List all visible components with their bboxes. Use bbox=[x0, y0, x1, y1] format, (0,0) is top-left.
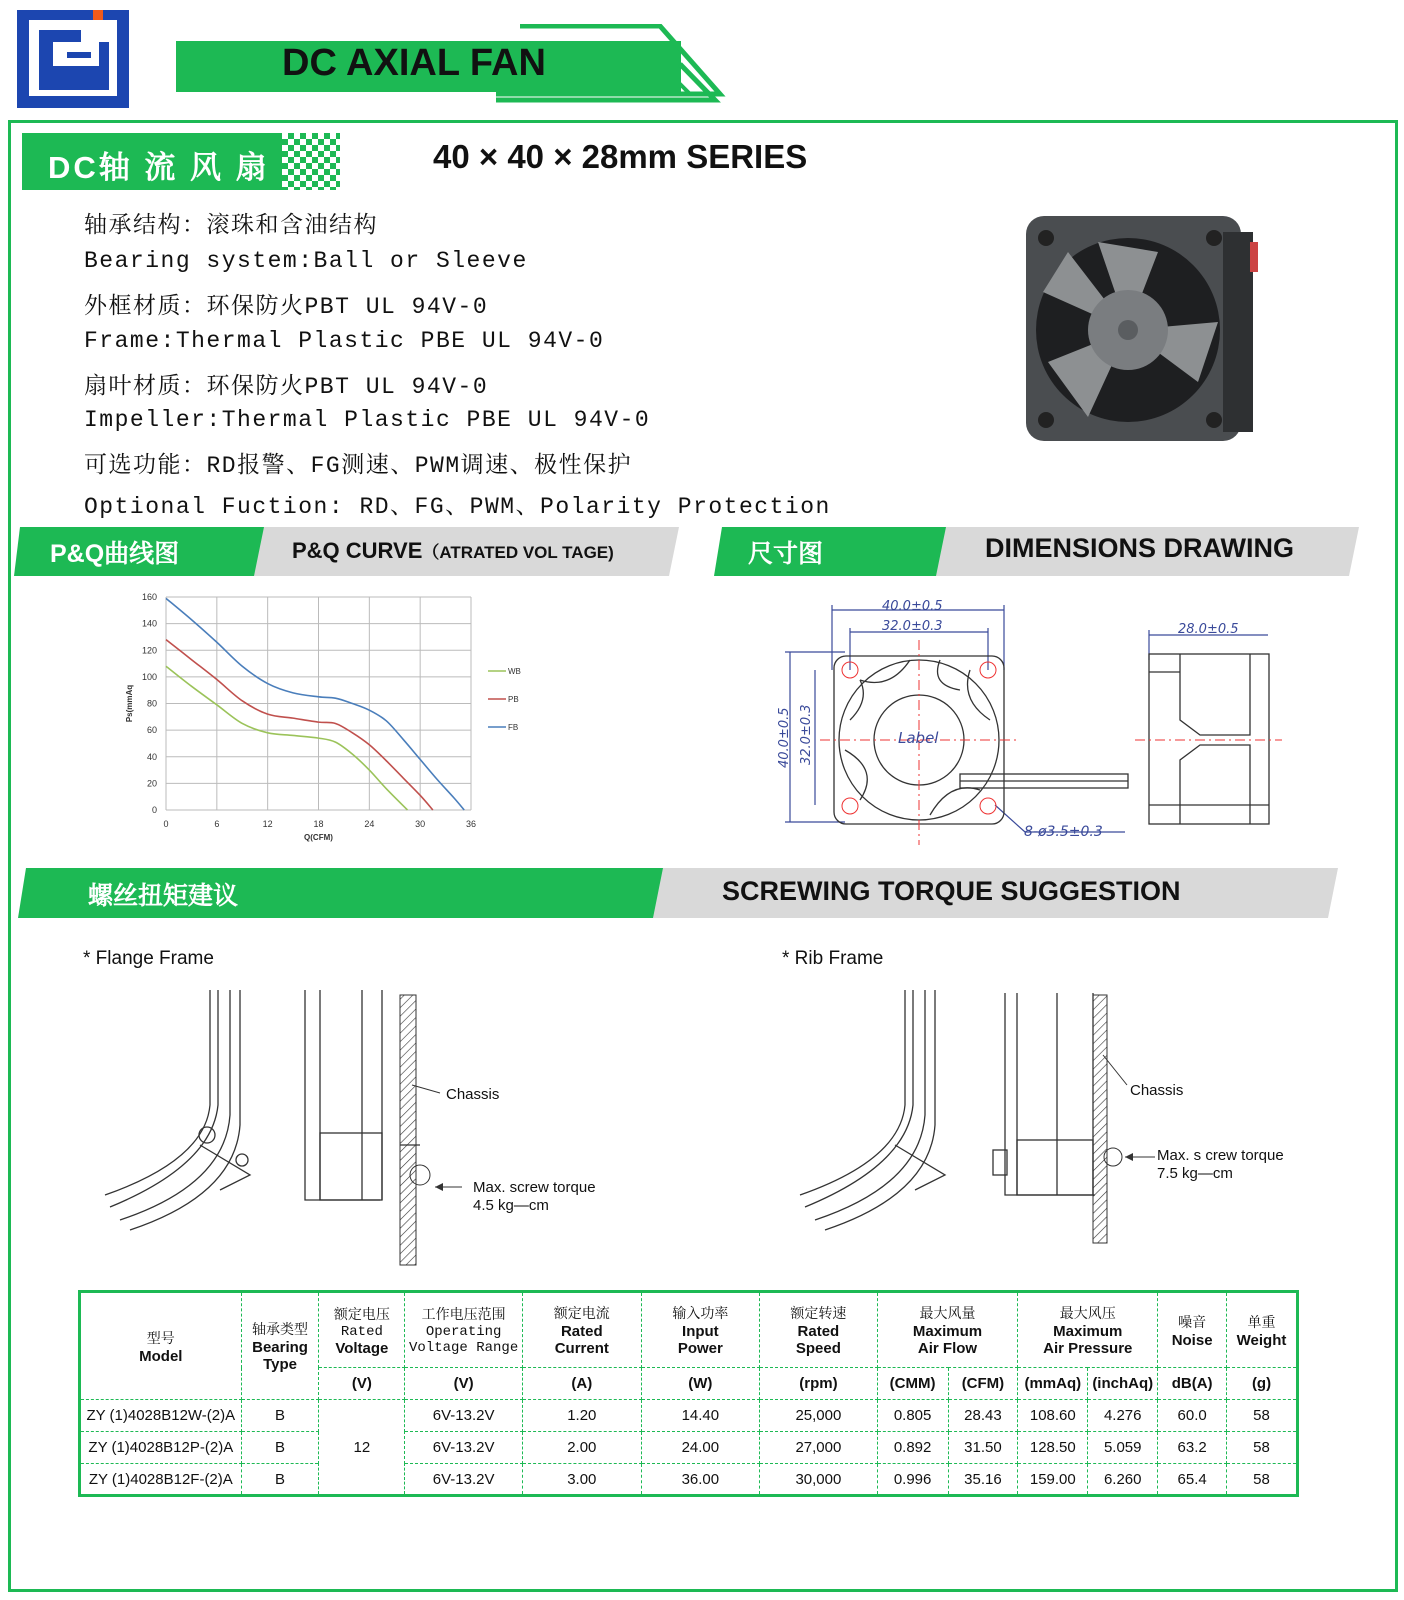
spec-frame-en: Frame:Thermal Plastic PBE UL 94V-0 bbox=[84, 328, 605, 354]
x-tick-label: 6 bbox=[214, 819, 220, 829]
table-cell: 6V-13.2V bbox=[405, 1400, 523, 1432]
dim-title-en: DIMENSIONS DRAWING bbox=[985, 533, 1295, 563]
dimension-drawing bbox=[760, 590, 1300, 850]
th-noise: 噪音 Noise bbox=[1158, 1292, 1227, 1368]
x-tick-label: 12 bbox=[262, 819, 273, 829]
flange-torque-label: Max. screw torque bbox=[473, 1179, 596, 1196]
legend-label-pb: PB bbox=[508, 695, 519, 704]
spec-bearing-en: Bearing system:Ball or Sleeve bbox=[84, 248, 528, 274]
table-cell: dB(A) bbox=[1158, 1368, 1227, 1400]
table-cell: 128.50 bbox=[1018, 1432, 1088, 1464]
table-cell: 5.059 bbox=[1088, 1432, 1158, 1464]
table-cell: 2.00 bbox=[523, 1432, 642, 1464]
table-cell: 35.16 bbox=[948, 1464, 1018, 1496]
table-cell: B bbox=[241, 1432, 319, 1464]
dim-holes: 8-ø3.5±0.3 bbox=[1024, 824, 1103, 840]
table-row bbox=[80, 1432, 1298, 1464]
table-cell: ZY (1)4028B12W-(2)A bbox=[80, 1400, 242, 1432]
fan-product-photo bbox=[1018, 212, 1263, 447]
table-cell: 6V-13.2V bbox=[405, 1464, 523, 1496]
series-line-wb bbox=[166, 666, 407, 810]
table-cell: 36.00 bbox=[641, 1464, 760, 1496]
page-title: DC AXIAL FAN bbox=[282, 42, 546, 84]
pq-title-en-main: P&Q CURVE bbox=[292, 538, 423, 563]
table-cell: 25,000 bbox=[760, 1400, 878, 1432]
table-cell: 28.43 bbox=[948, 1400, 1018, 1432]
dim-outer-width: 40.0±0.5 bbox=[882, 599, 943, 614]
legend-label-wb: WB bbox=[508, 667, 521, 676]
table-cell: 58 bbox=[1227, 1400, 1298, 1432]
rib-frame-drawing bbox=[795, 985, 1315, 1250]
spec-options-en: Optional Fuction: RD、FG、PWM、Polarity Protection bbox=[84, 494, 831, 520]
th-rated-speed: 额定转速 Rated Speed bbox=[760, 1292, 878, 1368]
dim-label-text: Label bbox=[898, 729, 939, 747]
table-cell: 14.40 bbox=[641, 1400, 760, 1432]
y-tick-label: 60 bbox=[146, 725, 157, 736]
rib-frame-title: * Rib Frame bbox=[782, 948, 884, 969]
table-cell: (W) bbox=[641, 1368, 760, 1400]
table-cell: (rpm) bbox=[760, 1368, 878, 1400]
x-tick-label: 30 bbox=[415, 819, 426, 829]
y-axis-label: Ps(mmAq bbox=[125, 684, 134, 723]
y-tick-label: 20 bbox=[146, 778, 157, 789]
table-cell: 6V-13.2V bbox=[405, 1432, 523, 1464]
series-title: 40 × 40 × 28mm SERIES bbox=[433, 138, 808, 175]
flange-frame-title: * Flange Frame bbox=[83, 948, 214, 969]
dim-title-cn: 尺寸图 bbox=[748, 540, 824, 568]
th-rated-current: 额定电流 Rated Current bbox=[523, 1292, 642, 1368]
table-row bbox=[80, 1464, 1298, 1496]
table-cell: 6.260 bbox=[1088, 1464, 1158, 1496]
dim-outer-height: 40.0±0.5 bbox=[777, 707, 792, 768]
legend-label-fb: FB bbox=[508, 723, 519, 732]
pq-title-en bbox=[292, 538, 614, 564]
dim-pitch-height: 32.0±0.3 bbox=[799, 704, 814, 765]
table-cell: 65.4 bbox=[1158, 1464, 1227, 1496]
table-cell: 60.0 bbox=[1158, 1400, 1227, 1432]
th-operating-range: 工作电压范围 Operating Voltage Range bbox=[405, 1292, 523, 1368]
table-cell: 4.276 bbox=[1088, 1400, 1158, 1432]
th-input-power: 输入功率 Input Power bbox=[641, 1292, 760, 1368]
torque-title-cn: 螺丝扭矩建议 bbox=[88, 882, 239, 910]
th-model: 型号 Model bbox=[80, 1292, 242, 1400]
series-line-fb bbox=[166, 598, 464, 810]
table-cell: 27,000 bbox=[760, 1432, 878, 1464]
y-tick-label: 140 bbox=[141, 618, 157, 629]
table-cell: 31.50 bbox=[948, 1432, 1018, 1464]
table-row bbox=[80, 1400, 1298, 1432]
th-air-pressure: 最大风压 Maximum Air Pressure bbox=[1018, 1292, 1158, 1368]
dim-pitch-width: 32.0±0.3 bbox=[882, 619, 943, 634]
y-tick-label: 120 bbox=[141, 645, 157, 656]
table-cell: ZY (1)4028B12P-(2)A bbox=[80, 1432, 242, 1464]
th-air-flow: 最大风量 Maximum Air Flow bbox=[877, 1292, 1018, 1368]
y-tick-label: 0 bbox=[151, 805, 157, 815]
spec-bearing-cn: 轴承结构：滚珠和含油结构 bbox=[84, 213, 378, 239]
spec-frame-cn: 外框材质：环保防火PBT UL 94V-0 bbox=[84, 294, 489, 320]
pq-title-en-sub: （ATRATED VOL TAGE) bbox=[422, 543, 614, 562]
rib-chassis-label: Chassis bbox=[1130, 1082, 1184, 1099]
table-cell: (inchAq) bbox=[1088, 1368, 1158, 1400]
table-cell: 0.996 bbox=[877, 1464, 948, 1496]
table-cell: (V) bbox=[405, 1368, 523, 1400]
th-bearing: 轴承类型 Bearing Type bbox=[241, 1292, 319, 1400]
pq-chart bbox=[110, 585, 550, 850]
flange-torque-value: 4.5 kg—cm bbox=[473, 1197, 549, 1214]
spec-impeller-en: Impeller:Thermal Plastic PBE UL 94V-0 bbox=[84, 407, 651, 433]
pq-title-cn: P&Q曲线图 bbox=[50, 540, 180, 568]
x-axis-label: Q(CFM) bbox=[304, 833, 333, 842]
table-cell: B bbox=[241, 1400, 319, 1432]
table-cell: 58 bbox=[1227, 1432, 1298, 1464]
th-rated-voltage: 额定电压 Rated Voltage bbox=[319, 1292, 405, 1368]
table-cell: 24.00 bbox=[641, 1432, 760, 1464]
torque-title-en: SCREWING TORQUE SUGGESTION bbox=[722, 876, 1181, 906]
x-tick-label: 0 bbox=[163, 819, 169, 829]
table-cell: 0.892 bbox=[877, 1432, 948, 1464]
table-cell: 3.00 bbox=[523, 1464, 642, 1496]
table-cell: 58 bbox=[1227, 1464, 1298, 1496]
x-tick-label: 36 bbox=[465, 819, 477, 829]
spec-table bbox=[78, 1290, 1299, 1497]
table-cell: 108.60 bbox=[1018, 1400, 1088, 1432]
rib-torque-label: Max. s crew torque bbox=[1157, 1147, 1284, 1164]
table-cell: 159.00 bbox=[1018, 1464, 1088, 1496]
table-cell: (CFM) bbox=[948, 1368, 1018, 1400]
table-cell: 1.20 bbox=[523, 1400, 642, 1432]
series-cn: DC轴 流 风 扇 bbox=[48, 150, 270, 185]
rib-torque-value: 7.5 kg—cm bbox=[1157, 1165, 1233, 1182]
y-tick-label: 100 bbox=[141, 671, 157, 682]
table-cell: B bbox=[241, 1464, 319, 1496]
table-cell: (CMM) bbox=[877, 1368, 948, 1400]
table-cell: ZY (1)4028B12F-(2)A bbox=[80, 1464, 242, 1496]
table-header-row bbox=[80, 1292, 1298, 1368]
y-tick-label: 160 bbox=[141, 592, 157, 602]
series-line-pb bbox=[166, 640, 433, 810]
company-logo bbox=[15, 8, 131, 110]
spec-impeller-cn: 扇叶材质：环保防火PBT UL 94V-0 bbox=[84, 374, 489, 400]
table-cell: (V) bbox=[319, 1368, 405, 1400]
flange-frame-drawing bbox=[100, 985, 620, 1270]
rated-voltage-cell: 12 bbox=[319, 1400, 405, 1496]
y-tick-label: 40 bbox=[146, 751, 157, 762]
table-cell: 0.805 bbox=[877, 1400, 948, 1432]
x-tick-label: 24 bbox=[364, 819, 375, 829]
table-cell: 63.2 bbox=[1158, 1432, 1227, 1464]
dim-depth: 28.0±0.5 bbox=[1178, 622, 1239, 637]
spec-options-cn: 可选功能：RD报警、FG测速、PWM调速、极性保护 bbox=[84, 453, 633, 479]
y-tick-label: 80 bbox=[146, 698, 157, 709]
table-cell: 30,000 bbox=[760, 1464, 878, 1496]
flange-chassis-label: Chassis bbox=[446, 1086, 500, 1103]
table-cell: (A) bbox=[523, 1368, 642, 1400]
th-weight: 单重 Weight bbox=[1227, 1292, 1298, 1368]
x-tick-label: 18 bbox=[313, 819, 324, 829]
checker-pattern bbox=[282, 133, 340, 190]
table-cell: (g) bbox=[1227, 1368, 1298, 1400]
table-cell: (mmAq) bbox=[1018, 1368, 1088, 1400]
